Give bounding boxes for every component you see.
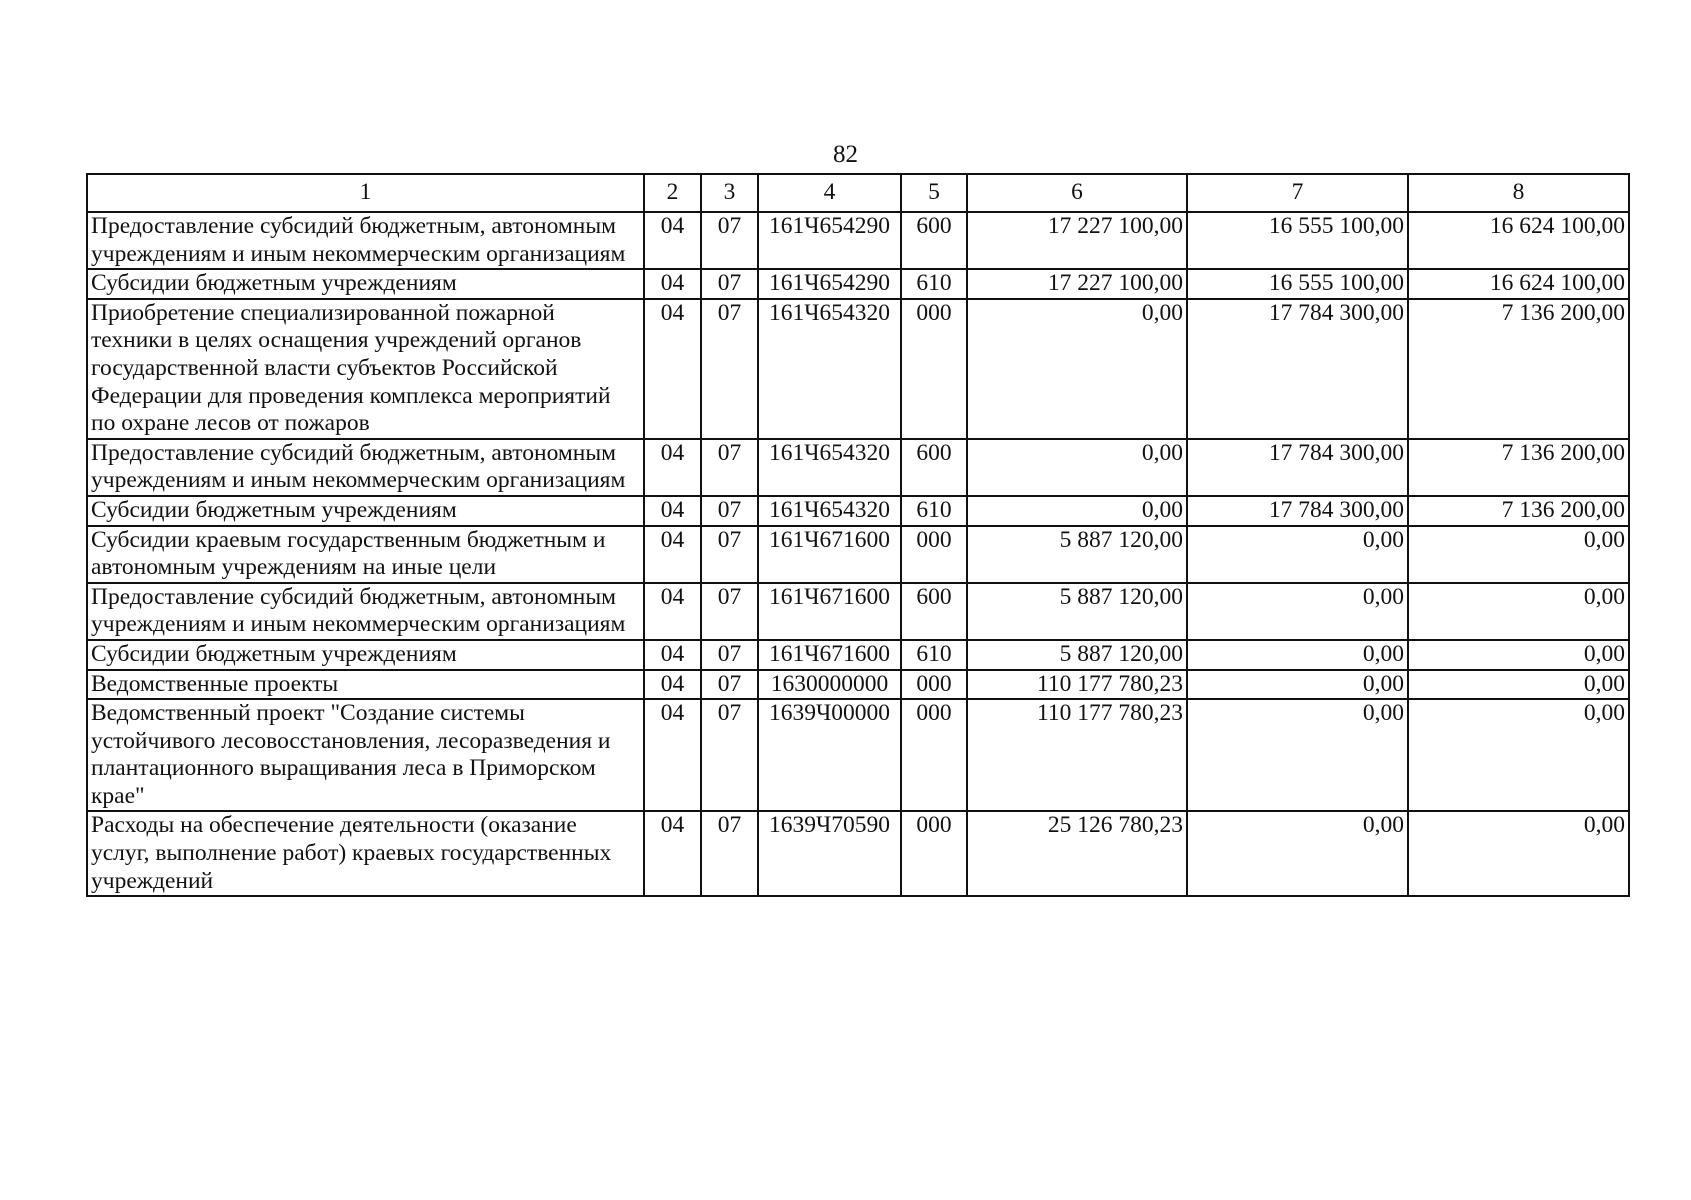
amount-col8: 7 136 200,00 — [1408, 439, 1629, 496]
amount-col8: 16 624 100,00 — [1408, 212, 1629, 269]
table-row — [87, 439, 1629, 496]
row-name: Предоставление субсидий бюджетным, автономным учреждениям и иным некоммерческим организациям — [87, 212, 644, 269]
subsection-code: 07 — [701, 269, 758, 299]
amount-col8: 0,00 — [1408, 583, 1629, 640]
amount-col7: 17 784 300,00 — [1187, 439, 1408, 496]
expense-type-code: 000 — [901, 299, 967, 439]
target-article-code: 161Ч654290 — [758, 212, 901, 269]
subsection-code: 07 — [701, 670, 758, 700]
amount-col6: 5 887 120,00 — [967, 640, 1187, 670]
column-header: 4 — [758, 174, 901, 212]
section-code: 04 — [644, 269, 701, 299]
expense-type-code: 600 — [901, 583, 967, 640]
column-header: 8 — [1408, 174, 1629, 212]
expense-type-code: 610 — [901, 496, 967, 526]
amount-col8: 16 624 100,00 — [1408, 269, 1629, 299]
row-name: Предоставление субсидий бюджетным, автономным учреждениям и иным некоммерческим организациям — [87, 583, 644, 640]
expense-type-code: 000 — [901, 670, 967, 700]
section-code: 04 — [644, 439, 701, 496]
amount-col7: 16 555 100,00 — [1187, 212, 1408, 269]
amount-col6: 17 227 100,00 — [967, 269, 1187, 299]
expense-type-code: 000 — [901, 811, 967, 896]
row-name: Приобретение специализированной пожарной техники в целях оснащения учреждений органов государственной власти субъектов Российской Федерации для проведения комплекса мероприятий по охране лесов от пожаров — [87, 299, 644, 439]
subsection-code: 07 — [701, 496, 758, 526]
amount-col8: 0,00 — [1408, 526, 1629, 583]
amount-col7: 0,00 — [1187, 526, 1408, 583]
column-header: 1 — [87, 174, 644, 212]
row-name: Субсидии краевым государственным бюджетным и автономным учреждениям на иные цели — [87, 526, 644, 583]
target-article-code: 161Ч654320 — [758, 496, 901, 526]
subsection-code: 07 — [701, 640, 758, 670]
section-code: 04 — [644, 640, 701, 670]
amount-col6: 5 887 120,00 — [967, 526, 1187, 583]
amount-col7: 0,00 — [1187, 583, 1408, 640]
row-name: Ведомственный проект "Создание системы устойчивого лесовосстановления, лесоразведения и плантационного выращивания леса в Приморском крае" — [87, 699, 644, 811]
table-row — [87, 269, 1629, 299]
row-name: Расходы на обеспечение деятельности (оказание услуг, выполнение работ) краевых государственных учреждений — [87, 811, 644, 896]
column-header: 2 — [644, 174, 701, 212]
column-header: 5 — [901, 174, 967, 212]
amount-col6: 0,00 — [967, 496, 1187, 526]
row-name: Субсидии бюджетным учреждениям — [87, 640, 644, 670]
expense-type-code: 610 — [901, 640, 967, 670]
target-article-code: 161Ч654320 — [758, 299, 901, 439]
section-code: 04 — [644, 299, 701, 439]
amount-col8: 7 136 200,00 — [1408, 496, 1629, 526]
amount-col6: 25 126 780,23 — [967, 811, 1187, 896]
target-article-code: 1639Ч70590 — [758, 811, 901, 896]
amount-col8: 7 136 200,00 — [1408, 299, 1629, 439]
section-code: 04 — [644, 670, 701, 700]
amount-col8: 0,00 — [1408, 699, 1629, 811]
table-row — [87, 212, 1629, 269]
expense-type-code: 610 — [901, 269, 967, 299]
expense-type-code: 000 — [901, 699, 967, 811]
target-article-code: 161Ч671600 — [758, 583, 901, 640]
amount-col7: 17 784 300,00 — [1187, 299, 1408, 439]
subsection-code: 07 — [701, 699, 758, 811]
table-row — [87, 526, 1629, 583]
amount-col6: 5 887 120,00 — [967, 583, 1187, 640]
amount-col7: 0,00 — [1187, 811, 1408, 896]
column-header: 6 — [967, 174, 1187, 212]
amount-col7: 0,00 — [1187, 699, 1408, 811]
amount-col6: 0,00 — [967, 439, 1187, 496]
subsection-code: 07 — [701, 526, 758, 583]
amount-col7: 17 784 300,00 — [1187, 496, 1408, 526]
table-row — [87, 299, 1629, 439]
expense-type-code: 600 — [901, 212, 967, 269]
header-row — [87, 174, 1629, 212]
table-row — [87, 811, 1629, 896]
amount-col7: 0,00 — [1187, 670, 1408, 700]
target-article-code: 1639Ч00000 — [758, 699, 901, 811]
row-name: Ведомственные проекты — [87, 670, 644, 700]
column-header: 7 — [1187, 174, 1408, 212]
expense-type-code: 000 — [901, 526, 967, 583]
amount-col8: 0,00 — [1408, 670, 1629, 700]
budget-table — [86, 173, 1630, 897]
target-article-code: 161Ч654290 — [758, 269, 901, 299]
table-row — [87, 640, 1629, 670]
table-row — [87, 583, 1629, 640]
amount-col6: 110 177 780,23 — [967, 670, 1187, 700]
table-row — [87, 670, 1629, 700]
amount-col6: 110 177 780,23 — [967, 699, 1187, 811]
amount-col6: 0,00 — [967, 299, 1187, 439]
section-code: 04 — [644, 212, 701, 269]
subsection-code: 07 — [701, 583, 758, 640]
section-code: 04 — [644, 699, 701, 811]
section-code: 04 — [644, 526, 701, 583]
table-row — [87, 496, 1629, 526]
amount-col8: 0,00 — [1408, 640, 1629, 670]
column-header: 3 — [701, 174, 758, 212]
target-article-code: 1630000000 — [758, 670, 901, 700]
row-name: Предоставление субсидий бюджетным, автономным учреждениям и иным некоммерческим организациям — [87, 439, 644, 496]
subsection-code: 07 — [701, 212, 758, 269]
row-name: Субсидии бюджетным учреждениям — [87, 496, 644, 526]
amount-col8: 0,00 — [1408, 811, 1629, 896]
row-name: Субсидии бюджетным учреждениям — [87, 269, 644, 299]
table-row — [87, 699, 1629, 811]
amount-col7: 0,00 — [1187, 640, 1408, 670]
amount-col7: 16 555 100,00 — [1187, 269, 1408, 299]
target-article-code: 161Ч671600 — [758, 526, 901, 583]
section-code: 04 — [644, 496, 701, 526]
subsection-code: 07 — [701, 811, 758, 896]
subsection-code: 07 — [701, 439, 758, 496]
amount-col6: 17 227 100,00 — [967, 212, 1187, 269]
section-code: 04 — [644, 811, 701, 896]
subsection-code: 07 — [701, 299, 758, 439]
target-article-code: 161Ч671600 — [758, 640, 901, 670]
page-number: 82 — [833, 141, 858, 168]
section-code: 04 — [644, 583, 701, 640]
expense-type-code: 600 — [901, 439, 967, 496]
target-article-code: 161Ч654320 — [758, 439, 901, 496]
